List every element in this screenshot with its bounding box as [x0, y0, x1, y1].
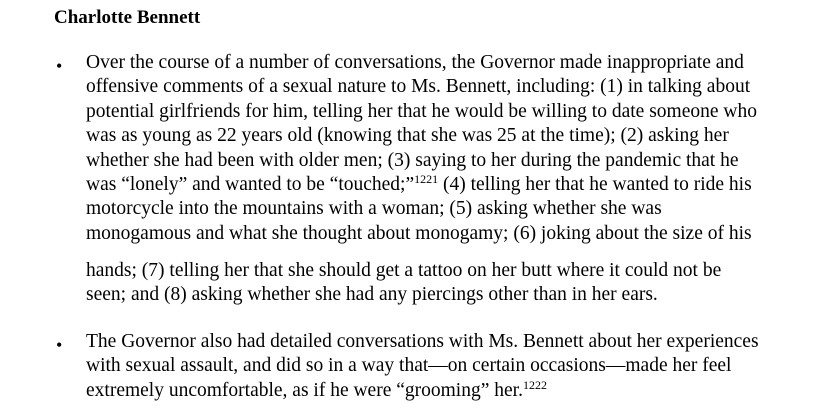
text-fragment: was “lonely” and wanted to be “touched;”	[86, 174, 415, 196]
text-line: was as young as 22 years old (knowing that she was 25 at the time); (2) asking her	[86, 125, 729, 147]
text-line: The Governor also had detailed conversations with Ms. Bennett about her experiences	[86, 331, 759, 352]
text-fragment: extremely uncomfortable, as if he were “grooming” her.	[86, 379, 523, 401]
text-line: hands; (7) telling her that she should get a tattoo on her butt where it could not be	[86, 260, 722, 281]
text-line: seen; and (8) asking whether she had any piercings other than in her ears.	[86, 284, 658, 306]
text-line: motorcycle into the mountains with a woman; (5) asking whether she was	[86, 198, 662, 220]
continuation-paragraph	[86, 259, 806, 308]
bullet-marker-2: •	[56, 335, 63, 355]
text-line: monogamous and what she thought about monogamy; (6) joking about the size of his	[86, 222, 752, 244]
text-line: Over the course of a number of conversations, the Governor made inappropriate and	[86, 52, 744, 73]
bullet-paragraph-2	[86, 330, 806, 403]
footnote-marker-1221: 1221	[414, 172, 439, 187]
text-line: with sexual assault, and did so in a way that—on certain occasions—made her feel	[86, 355, 732, 377]
text-line: whether she had been with older men; (3) saying to her during the pandemic that he	[86, 149, 739, 171]
section-heading: Charlotte Bennett	[54, 7, 201, 28]
text-line-with-footnote	[86, 173, 806, 197]
text-fragment: (4) telling her that he wanted to ride his	[438, 174, 752, 196]
footnote-marker-1222: 1222	[522, 377, 547, 392]
text-line-with-footnote	[86, 379, 806, 403]
bullet-paragraph-1	[86, 51, 806, 246]
bullet-marker-1: •	[56, 56, 63, 76]
text-line: offensive comments of a sexual nature to Ms. Bennett, including: (1) in talking about	[86, 76, 751, 98]
text-line: potential girlfriends for him, telling her that he would be willing to date someone who	[86, 100, 757, 122]
